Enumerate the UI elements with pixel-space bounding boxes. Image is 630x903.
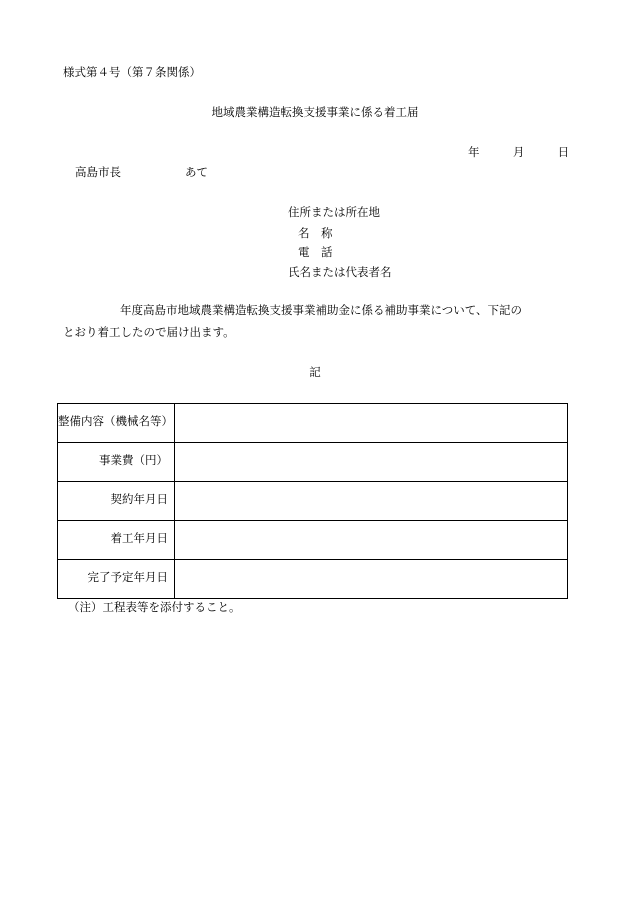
- table-row: [58, 521, 568, 560]
- applicant-phone-label: 電 話: [298, 245, 333, 259]
- body-text-line2: とおり着工したので届け出ます。: [63, 325, 235, 339]
- date-line: [468, 147, 569, 159]
- applicant-address-label: 住所または所在地: [288, 205, 380, 219]
- applicant-representative-label: 氏名または代表者名: [288, 265, 392, 279]
- table-row: [58, 482, 568, 521]
- ki-heading: 記: [309, 365, 321, 379]
- applicant-name-label: 名 称: [298, 226, 333, 240]
- addressee-name: 高島市長: [75, 165, 121, 179]
- row-value[interactable]: [175, 404, 568, 443]
- detail-table: [57, 403, 568, 599]
- form-number: 様式第４号（第７条関係）: [63, 65, 201, 79]
- date-month: 月: [512, 145, 525, 159]
- row-value[interactable]: [175, 443, 568, 482]
- body-text-line1: 年度高島市地域農業構造転換支援事業補助金に係る補助事業について、下記の: [120, 303, 523, 317]
- table-row: [58, 404, 568, 443]
- row-label: 着工年月日: [58, 521, 175, 560]
- row-label: 整備内容（機械名等）: [58, 404, 175, 443]
- row-label: 事業費（円）: [58, 443, 175, 482]
- row-label: 契約年月日: [58, 482, 175, 521]
- row-label: 完了予定年月日: [58, 560, 175, 599]
- date-year: 年: [468, 145, 480, 159]
- table-row: [58, 443, 568, 482]
- addressee-suffix: あて: [185, 165, 208, 179]
- addressee: [75, 167, 208, 179]
- document-title: 地域農業構造転換支援事業に係る着工届: [211, 105, 419, 119]
- row-value[interactable]: [175, 482, 568, 521]
- table-row: [58, 560, 568, 599]
- footnote: （注）工程表等を添付すること。: [68, 600, 241, 614]
- row-value[interactable]: [175, 521, 568, 560]
- date-day: 日: [557, 145, 570, 159]
- row-value[interactable]: [175, 560, 568, 599]
